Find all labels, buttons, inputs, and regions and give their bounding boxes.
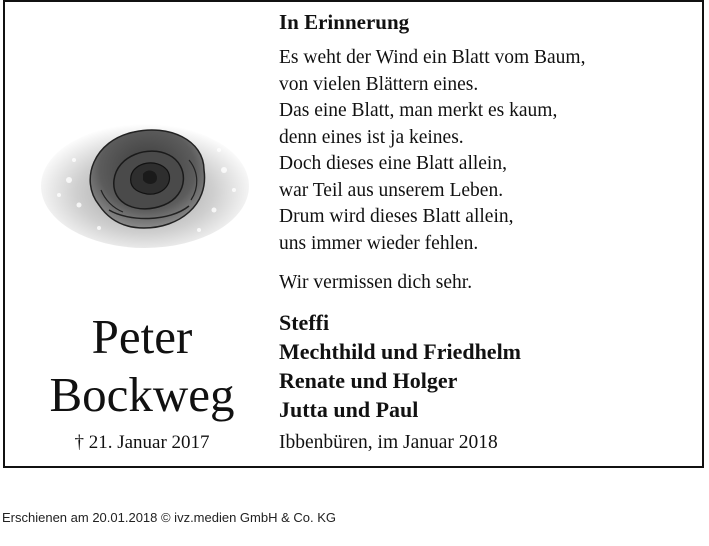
poem-line: war Teil aus unserem Leben.: [279, 179, 504, 201]
poem-line: Es weht der Wind ein Blatt vom Baum,: [279, 47, 586, 68]
poem-line: denn eines ist ja keines.: [279, 126, 464, 148]
death-date: † 21. Januar 2017: [74, 432, 210, 453]
deceased-first-name: Peter: [91, 309, 193, 364]
heading: In Erinnerung: [279, 10, 410, 34]
signer-name: Mechthild und Friedhelm: [279, 339, 522, 364]
signers: [279, 308, 521, 424]
signer-name: Jutta und Paul: [279, 397, 419, 422]
rose-icon: [39, 110, 251, 252]
place-date: Ibbenbüren, im Januar 2018: [279, 432, 498, 453]
poem-line: Das eine Blatt, man merkt es kaum,: [279, 100, 558, 121]
closing-text: Wir vermissen dich sehr.: [279, 272, 473, 293]
publication-footer: Erschienen am 20.01.2018 © ivz.medien GmbH & Co. KG: [2, 510, 337, 525]
poem-line: uns immer wieder fehlen.: [279, 232, 479, 254]
obituary-frame: [3, 0, 704, 468]
poem-line: Drum wird dieses Blatt allein,: [279, 206, 514, 227]
poem-line: von vielen Blättern eines.: [279, 73, 479, 95]
poem: [279, 45, 585, 257]
poem-line: Doch dieses eine Blatt allein,: [279, 153, 507, 174]
signer-name: Renate und Holger: [279, 368, 458, 393]
signer-name: Steffi: [279, 310, 330, 335]
deceased-last-name: Bockweg: [49, 367, 235, 422]
